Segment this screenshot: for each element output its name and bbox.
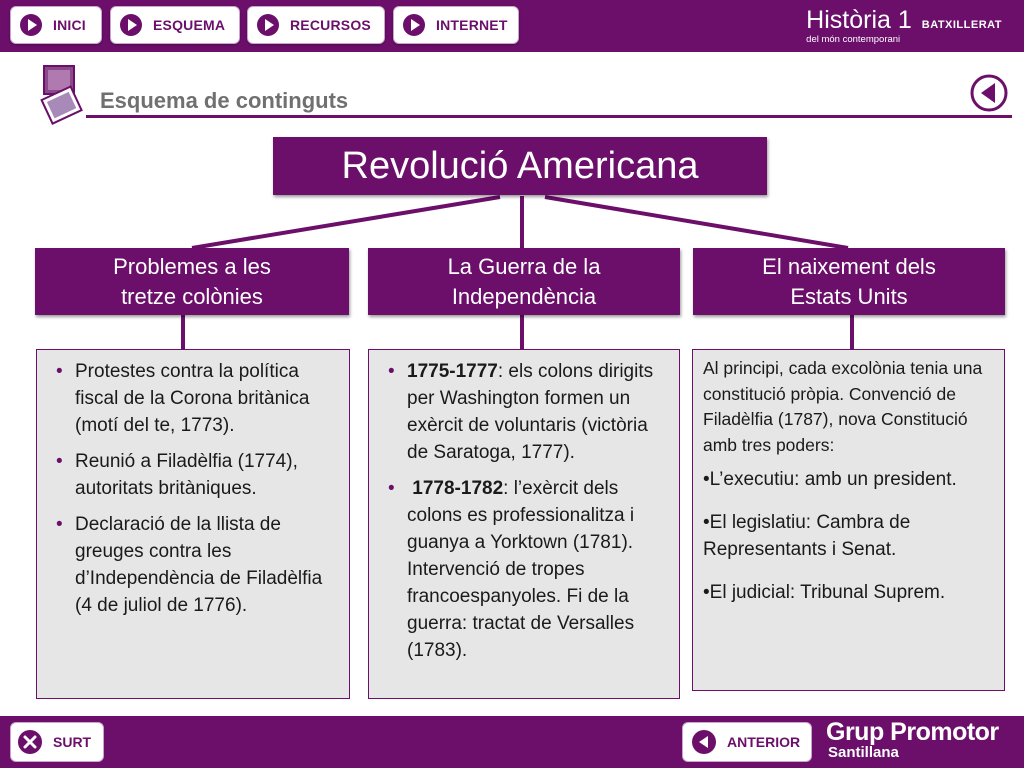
item-text: : els colons dirigits per Washington formen un exèrcit de voluntaris (victòria de Saratoga, 1777). <box>407 361 654 463</box>
list-item: •L’executiu: amb un president. <box>703 469 957 490</box>
slides-icon <box>36 62 88 128</box>
column-box-problems <box>36 349 350 699</box>
list-item: • Protestes contra la política fiscal de la Corona britànica (motí del te, 1773). <box>47 358 337 439</box>
publisher-line1: Grup Promotor <box>826 718 999 746</box>
play-icon <box>19 13 43 37</box>
brand-block <box>806 6 1002 45</box>
nav-recursos-label: RECURSOS <box>290 17 371 33</box>
section-divider <box>86 115 1012 118</box>
column-head-line: Independència <box>451 283 597 309</box>
previous-arrow-icon <box>691 729 717 755</box>
item-text: : l’exèrcit dels colons es professionalitza i guanya a Yorktown (1781). Intervenció de tropes francoespanyoles. Fi de la guerra: tractat de Versalles (1783). <box>407 478 635 661</box>
brand-title: Història 1 <box>806 6 912 34</box>
column-head-problems <box>35 248 349 315</box>
list-item <box>379 475 671 664</box>
previous-button[interactable] <box>682 722 812 762</box>
close-icon <box>17 729 43 755</box>
column-box-war <box>368 349 680 699</box>
date-range: 1778-1782 <box>412 478 504 499</box>
play-icon <box>256 13 280 37</box>
brand-level: BATXILLERAT <box>921 19 1002 31</box>
play-icon <box>402 13 426 37</box>
publisher-logo <box>826 718 999 761</box>
column-head-birth <box>693 248 1005 315</box>
date-range: 1775-1777 <box>407 361 498 382</box>
column-head-line: tretze colònies <box>121 283 263 309</box>
nav-recursos-button[interactable] <box>247 6 385 44</box>
nav-esquema-button[interactable] <box>110 6 240 44</box>
previous-label: ANTERIOR <box>727 734 801 750</box>
brand-subtitle: del món contemporani <box>806 34 901 45</box>
nav-inici-label: INICI <box>53 17 86 33</box>
column-head-line: La Guerra de la <box>447 253 601 279</box>
column-box-birth <box>692 349 1005 691</box>
exit-label: SURT <box>53 734 92 750</box>
nav-internet-label: INTERNET <box>436 17 508 33</box>
list-item <box>379 358 671 466</box>
column-head-line: El naixement dels <box>762 253 936 279</box>
play-icon <box>119 13 143 37</box>
section-title: Esquema de continguts <box>100 88 349 113</box>
list-item: •El judicial: Tribunal Suprem. <box>703 582 946 603</box>
main-title-box: Revolució Americana <box>273 137 767 195</box>
column-head-line: Estats Units <box>790 283 908 309</box>
list-item: •El legislatiu: Cambra de Representants i Senat. <box>703 512 911 560</box>
list-item: • Declaració de la llista de greuges contra les d’Independència de Filadèlfia (4 de juliol de 1776). <box>47 511 337 619</box>
back-arrow-icon[interactable] <box>970 74 1008 112</box>
nav-esquema-label: ESQUEMA <box>153 17 226 33</box>
nav-internet-button[interactable] <box>393 6 519 44</box>
exit-button[interactable] <box>10 722 104 762</box>
intro-text: Al principi, cada excolònia tenia una constitució pròpia. Convenció de Filadèlfia (1787), nova Constitució amb tres poders: <box>703 358 983 455</box>
column-head-war <box>368 248 680 315</box>
list-item: • Reunió a Filadèlfia (1774), autoritats britàniques. <box>47 448 337 502</box>
publisher-line2: Santillana <box>828 744 899 761</box>
column-head-line: Problemes a les <box>113 253 271 279</box>
nav-inici-button[interactable] <box>10 6 102 44</box>
